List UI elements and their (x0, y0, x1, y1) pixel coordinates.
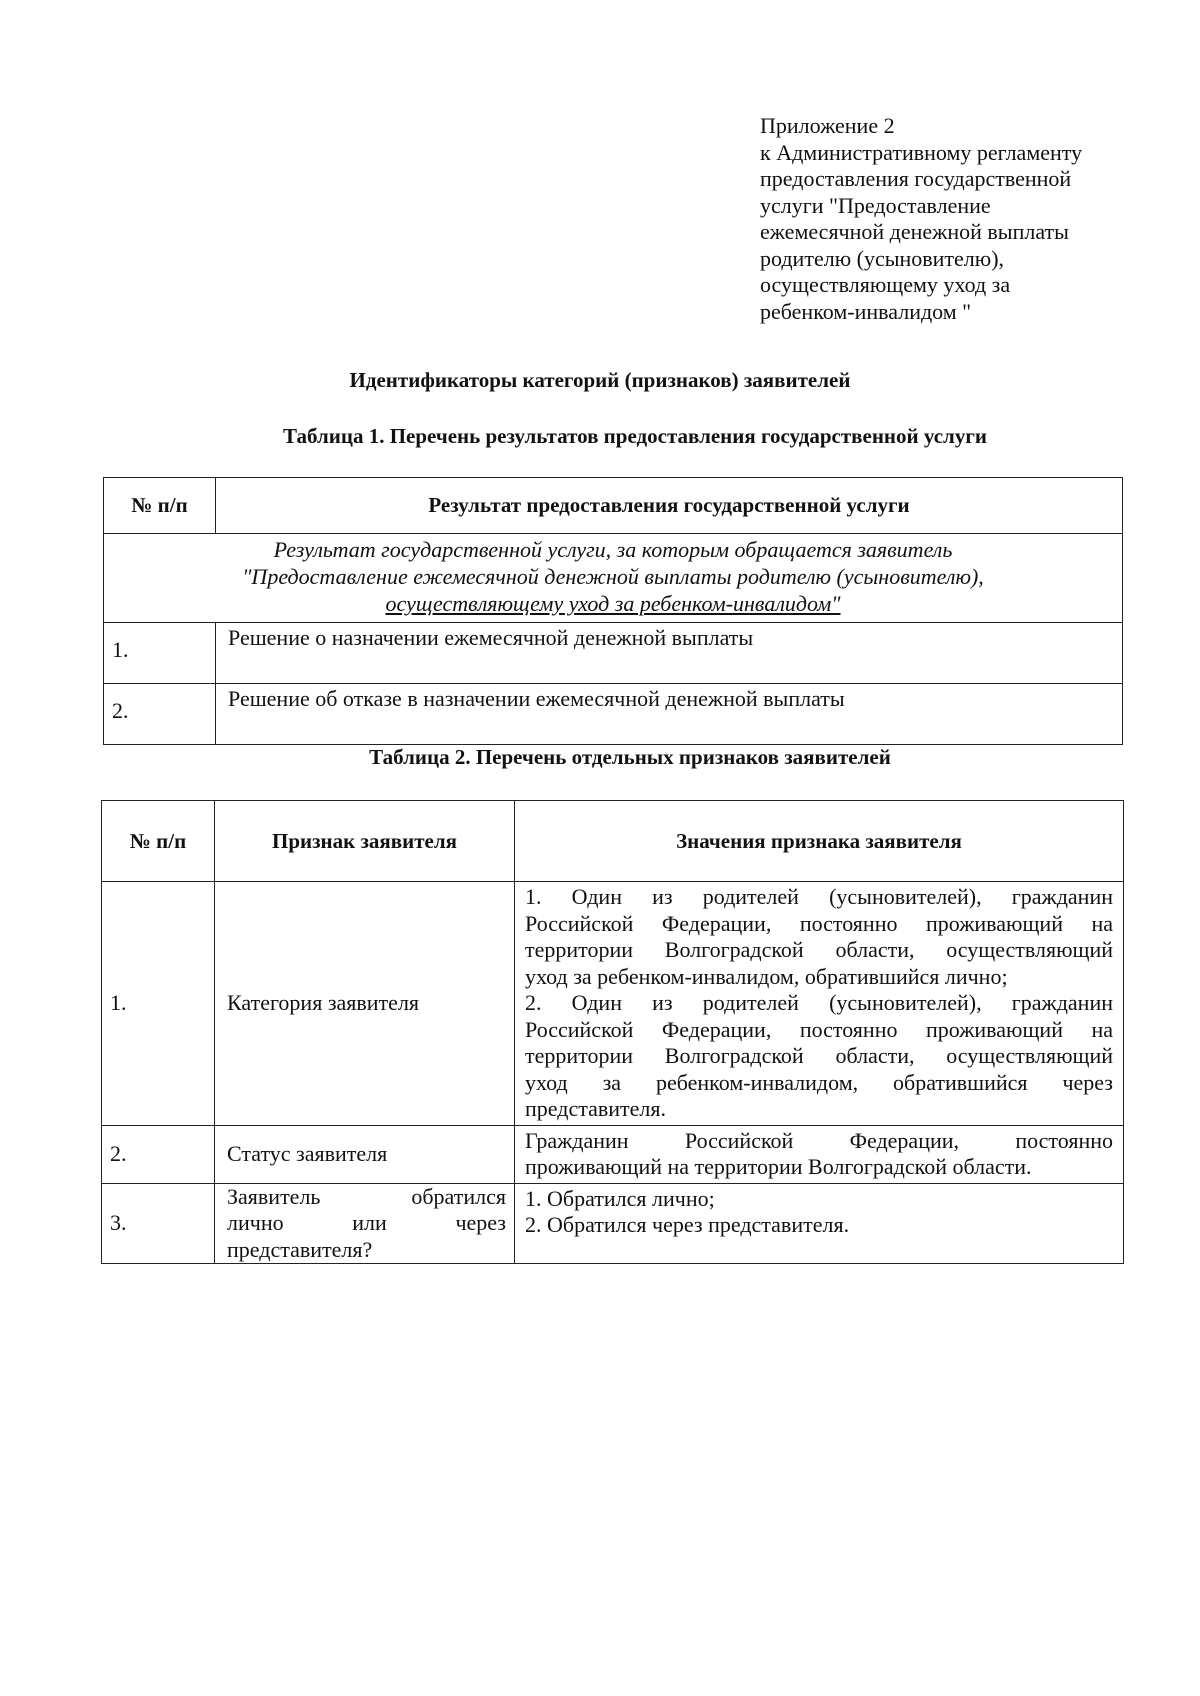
results-table (103, 477, 1123, 745)
appendix-line: осуществляющему уход за (760, 272, 1011, 297)
row-values (515, 1125, 1124, 1183)
table-header-row (104, 478, 1123, 534)
appendix-line: Приложение 2 (760, 113, 895, 138)
value-line: 2. Обратился через представителя. (525, 1212, 850, 1237)
row-values (515, 882, 1124, 1126)
row-number: 3. (102, 1183, 215, 1264)
value-line: Российской Федерации, постоянно проживающий на (525, 910, 1113, 936)
row-result: Решение о назначении ежемесячной денежной выплаты (216, 623, 1123, 684)
appendix-line: предоставления государственной (760, 166, 1072, 191)
header-values: Значения признака заявителя (515, 801, 1124, 882)
value-line: представителя. (525, 1096, 666, 1121)
group-line: "Предоставление ежемесячной денежной выплаты родителю (усыновителю), (242, 564, 984, 589)
value-line: 1. Один из родителей (усыновителей), гражданин (525, 884, 1113, 909)
table-row (104, 623, 1123, 684)
value-line: уход за ребенком-инвалидом, обратившийся лично; (525, 963, 1008, 989)
row-number: 2. (104, 684, 216, 745)
row-number: 1. (102, 882, 215, 1126)
group-line: осуществляющему уход за ребенком-инвалидом" (385, 591, 841, 616)
attribute-line: Заявитель обратился (227, 1183, 506, 1209)
table-row (104, 684, 1123, 745)
table-row (102, 882, 1124, 1126)
group-caption (104, 534, 1123, 623)
appendix-line: услуги "Предоставление (760, 192, 991, 218)
attribute-line: представителя? (227, 1236, 373, 1262)
attributes-table (101, 800, 1124, 1264)
value-line: 2. Один из родителей (усыновителей), гражданин (525, 990, 1113, 1015)
value-line: территории Волгоградской области, осуществляющий (525, 1043, 1113, 1068)
value-line: Российской Федерации, постоянно проживающий на (525, 1016, 1113, 1042)
table-row (102, 1125, 1124, 1183)
attribute-line: лично или через (227, 1210, 506, 1235)
row-attribute (215, 1183, 515, 1264)
table-header-row (102, 801, 1124, 882)
value-line: уход за ребенком-инвалидом, обратившийся через (525, 1069, 1113, 1095)
header-result: Результат предоставления государственной услуги (216, 478, 1123, 534)
table1-title: Таблица 1. Перечень результатов предоставления государственной услуги (283, 424, 987, 448)
table-group-row (104, 534, 1123, 623)
document-title: Идентификаторы категорий (признаков) заявителей (349, 368, 851, 392)
row-result: Решение об отказе в назначении ежемесячной денежной выплаты (216, 684, 1123, 745)
row-attribute: Статус заявителя (215, 1125, 515, 1183)
header-number: № п/п (104, 478, 216, 534)
value-line: 1. Обратился лично; (525, 1185, 715, 1211)
appendix-line: ребенком-инвалидом " (760, 298, 972, 324)
table2-title: Таблица 2. Перечень отдельных признаков заявителей (369, 745, 891, 769)
appendix-caption (760, 113, 1160, 325)
value-line: Гражданин Российской Федерации, постоянно (525, 1127, 1113, 1153)
appendix-line: ежемесячной денежной выплаты (760, 219, 1069, 244)
appendix-line: к Административному регламенту (760, 139, 1083, 165)
row-number: 1. (104, 623, 216, 684)
row-values (515, 1183, 1124, 1264)
row-attribute: Категория заявителя (215, 882, 515, 1126)
group-line: Результат государственной услуги, за которым обращается заявитель (273, 537, 953, 562)
table-row (102, 1183, 1124, 1264)
appendix-line: родителю (усыновителю), (760, 245, 1005, 271)
row-number: 2. (102, 1125, 215, 1183)
value-line: территории Волгоградской области, осуществляющий (525, 937, 1113, 962)
value-line: проживающий на территории Волгоградской области. (525, 1154, 1032, 1179)
header-number: № п/п (102, 801, 215, 882)
header-attribute: Признак заявителя (215, 801, 515, 882)
